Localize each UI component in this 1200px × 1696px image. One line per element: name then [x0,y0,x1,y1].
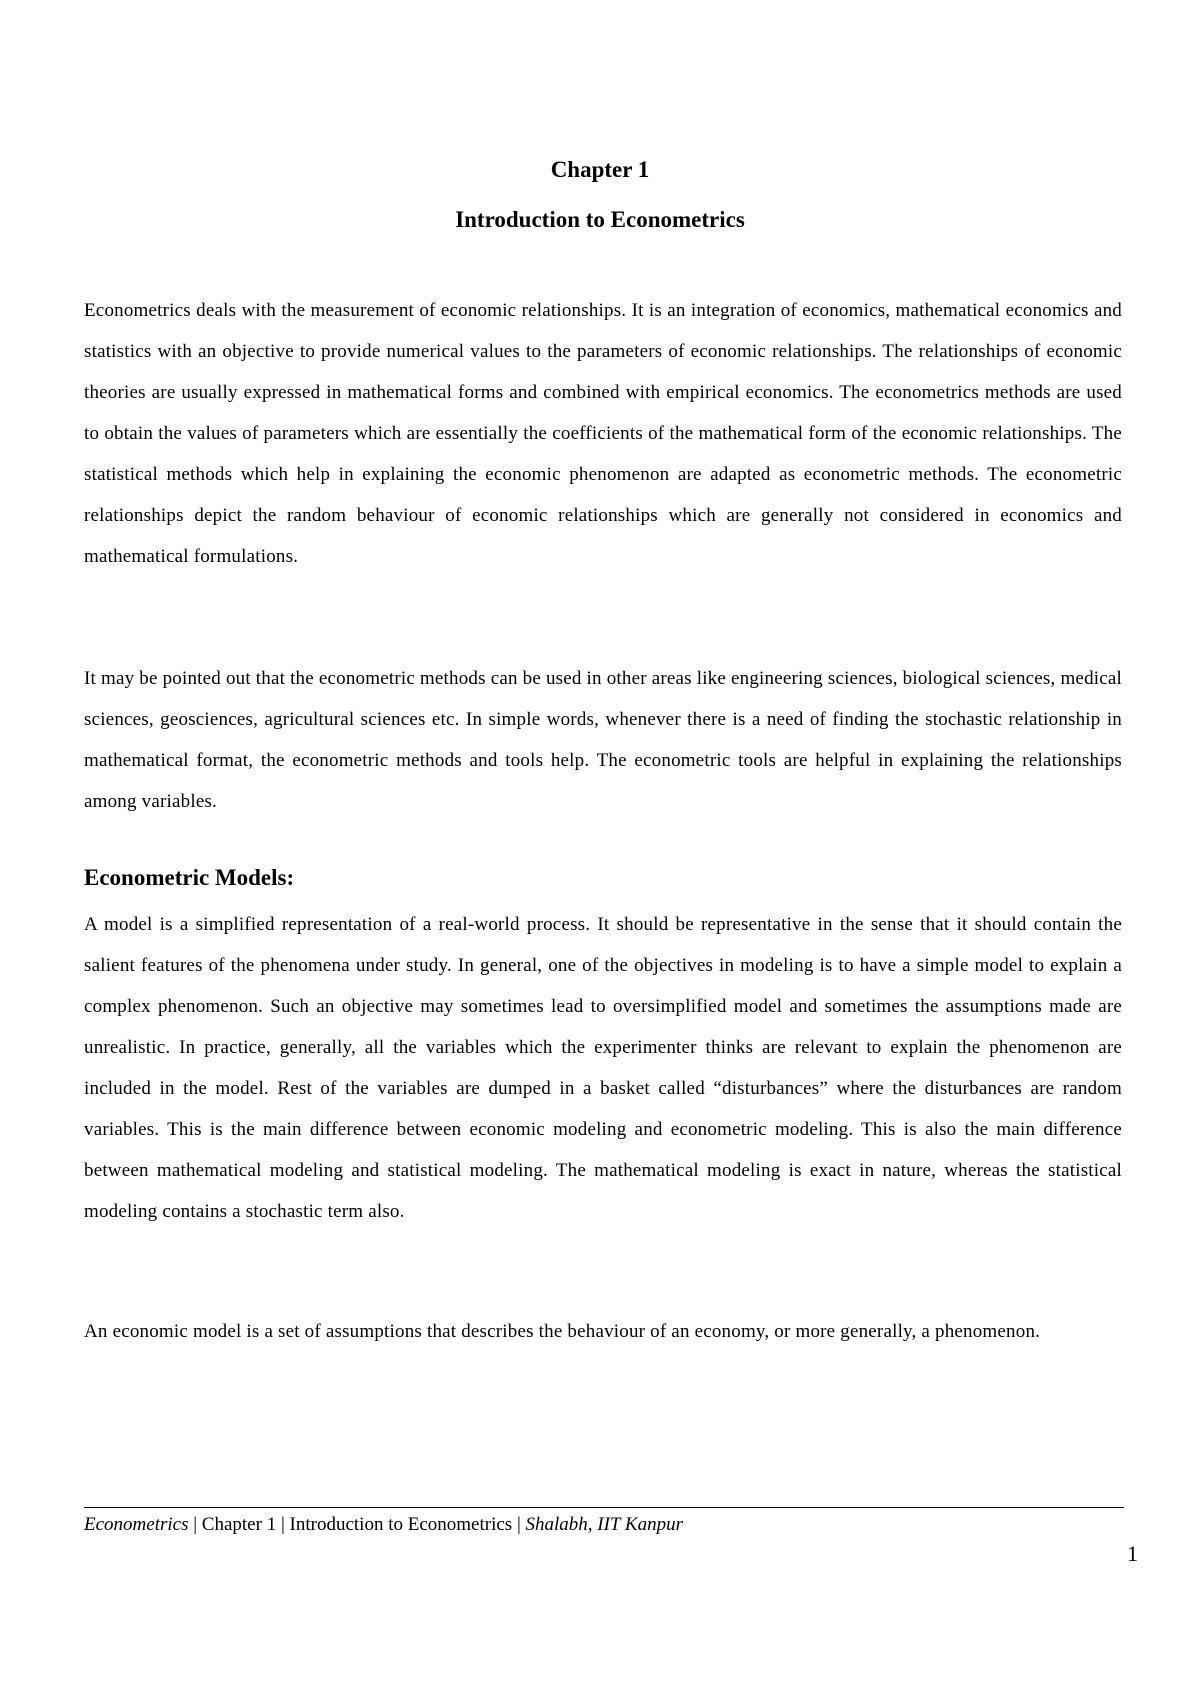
footer-chapter-title: Introduction to Econometrics [289,1514,513,1535]
chapter-title: Introduction to Econometrics [455,207,745,232]
intro-paragraph-1: Econometrics deals with the measurement of economic relationships. It is an integration of economics, mathematical economics and statistics with an objective to provide numerical values to the parameters of economic relationships. The relationships of economic theories are usually expressed in mathematical forms and combined with empirical economics. The econometrics methods are used to obtain the values of parameters which are essentially the coefficients of the mathematical form of the economic relationships. The statistical methods which help in explaining the economic phenomenon are adapted as econometric methods. The econometric relationships depict the random behaviour of economic relationships which are generally not considered in economics and mathematical formulations. [84,300,1122,567]
footer-author: Shalabh, IIT Kanpur [525,1514,683,1535]
footer-chapter: Chapter 1 [201,1514,277,1535]
footer-separator: | [512,1514,526,1535]
footer-book-title: Econometrics [84,1514,189,1535]
models-paragraph-2: An economic model is a set of assumptions that describes the behaviour of an economy, or more generally, a phenomenon. [84,1321,1041,1342]
models-paragraph-1: A model is a simplified representation of a real-world process. It should be representative in the sense that it should contain the salient features of the phenomena under study. In general, one of the objectives in modeling is to have a simple model to explain a complex phenomenon. Such an objective may sometimes lead to oversimplified model and sometimes the assumptions made are unrealistic. In practice, generally, all the variables which the experimenter thinks are relevant to explain the phenomenon are included in the model. Rest of the variables are dumped in a basket called “disturbances” where the disturbances are random variables. This is the main difference between economic modeling and econometric modeling. This is also the main difference between mathematical modeling and statistical modeling. The mathematical modeling is exact in nature, whereas the statistical modeling contains a stochastic term also. [84,914,1122,1222]
chapter-label: Chapter 1 [550,157,650,182]
footer-divider [84,1507,1124,1508]
section-heading-econometric-models: Econometric Models: [84,865,295,890]
page-number: 1 [1127,1541,1138,1566]
intro-paragraph-2: It may be pointed out that the econometric methods can be used in other areas like engineering sciences, biological sciences, medical sciences, geosciences, agricultural sciences etc. In simple words, whenever there is a need of finding the stochastic relationship in mathematical format, the econometric methods and tools help. The econometric tools are helpful in explaining the relationships among variables. [84,668,1122,812]
page-footer [84,1512,683,1538]
footer-separator: | [276,1514,290,1535]
footer-separator: | [188,1514,202,1535]
